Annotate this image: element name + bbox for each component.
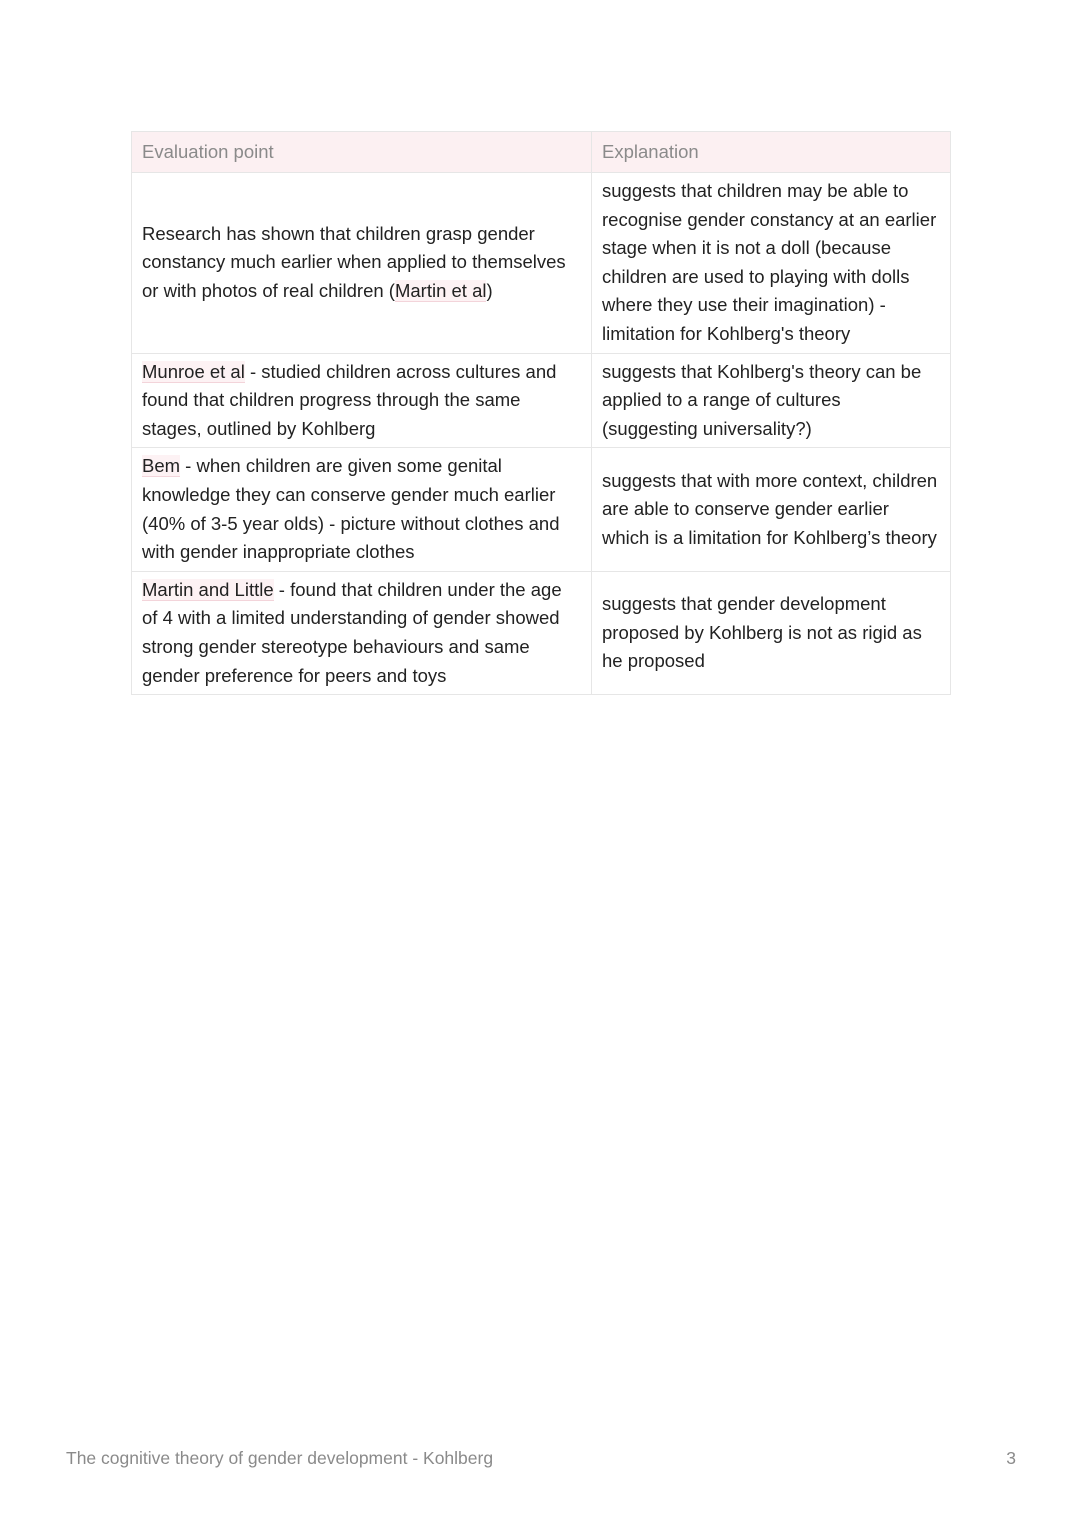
explanation-cell: suggests that with more context, children are able to conserve gender earlier which is a limitation for Kohlberg’s theory [592,448,951,571]
point-text: - found that children under the age of 4 with a limited understanding of gender showed strong gender stereotype behaviours and same gender preference for peers and toys [142,578,562,686]
point-text: Research has shown that children grasp gender constancy much earlier when applied to themselves or with photos of real children ( [142,222,566,302]
table-header-row [132,132,951,173]
header-explanation: Explanation [592,132,951,173]
explanation-cell: suggests that children may be able to recognise gender constancy at an earlier stage when it is not a doll (because children are used to playing with dolls where they use their imagination) - limitation for Kohlberg's theory [592,173,951,354]
table-row [132,353,951,448]
evaluation-table [131,131,951,695]
evaluation-point-cell [132,448,592,571]
header-evaluation-point: Evaluation point [132,132,592,173]
table-row [132,448,951,571]
table-row [132,571,951,694]
point-text: - when children are given some genital knowledge they can conserve gender much earlier (40% of 3-5 year olds) - picture without clothes and with gender inappropriate clothes [142,455,560,563]
evaluation-point-cell [132,571,592,694]
citation-highlight: Martin et al [394,280,487,302]
evaluation-point-cell [132,173,592,354]
citation-highlight: Martin and Little [142,578,274,600]
page-number: 3 [1006,1448,1016,1468]
point-text: ) [486,280,493,302]
explanation-cell: suggests that Kohlberg's theory can be applied to a range of cultures (suggesting universality?) [592,353,951,448]
citation-highlight: Munroe et al [142,360,245,382]
evaluation-point-cell [132,353,592,448]
point-text: - studied children across cultures and found that children progress through the same stages, outlined by Kohlberg [142,360,557,439]
table-row [132,173,951,354]
footer-title: The cognitive theory of gender development - Kohlberg [66,1448,494,1468]
explanation-cell: suggests that gender development proposed by Kohlberg is not as rigid as he proposed [592,571,951,694]
citation-highlight: Bem [142,455,181,477]
